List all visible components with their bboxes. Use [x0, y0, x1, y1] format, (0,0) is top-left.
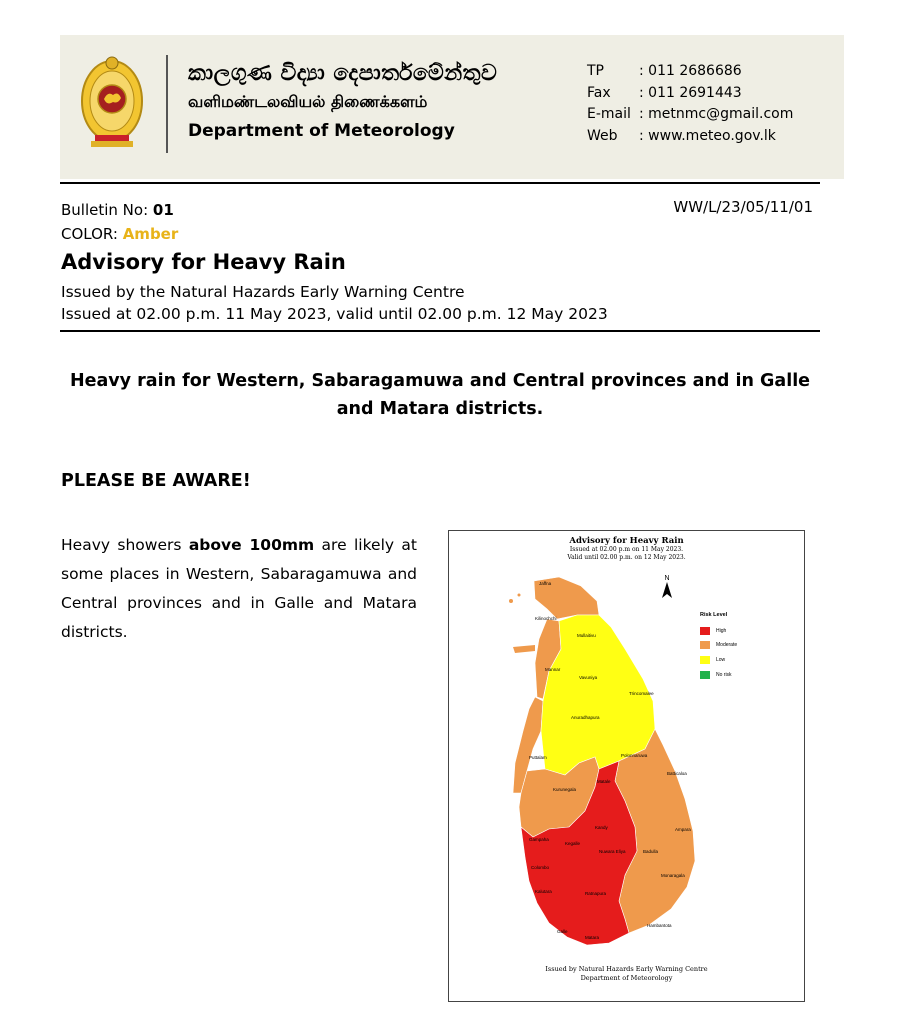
north-label: N	[664, 575, 670, 582]
legend-swatch	[700, 627, 710, 635]
island	[518, 594, 521, 597]
label-matale: Matale	[597, 779, 611, 784]
national-emblem-icon	[77, 53, 147, 153]
contact-info	[587, 61, 793, 147]
letterhead	[60, 35, 844, 179]
department-name-tamil: வளிமண்டலவியல் திணைக்களம்	[188, 92, 428, 111]
label-badulla: Badulla	[643, 849, 659, 854]
body-text-2: are likely at some places in Western, Sabaragamuwa and Central provinces and in Galle and Matara districts.	[61, 536, 417, 641]
label-trincomalee: Trincomalee	[629, 691, 654, 696]
label-ratnapura: Ratnapura	[585, 891, 607, 896]
contact-value: : metnmc@gmail.com	[639, 106, 794, 122]
department-name-english: Department of Meteorology	[188, 121, 455, 141]
label-ampara: Ampara	[675, 827, 691, 832]
legend-item-moderate	[700, 641, 737, 649]
body-text-1: Heavy showers	[61, 536, 189, 554]
bulletin-number-value: 01	[152, 201, 174, 219]
label-kilinochchi: Kilinochchi	[535, 616, 557, 621]
label-anuradhapura: Anuradhapura	[571, 715, 600, 720]
department-name-sinhala: කාලගුණ විද්‍යා දෙපාර්තමේන්තුව	[188, 61, 498, 86]
contact-label: TP	[587, 63, 604, 79]
sri-lanka-risk-map	[449, 531, 804, 1001]
contact-row-fax	[587, 83, 793, 105]
contact-label: E-mail	[587, 106, 631, 122]
map-valid: Valid until 02.00 p.m. on 12 May 2023.	[567, 554, 686, 561]
bulletin-number-label: Bulletin No:	[61, 201, 153, 219]
bottom-rule	[60, 330, 820, 332]
label-hambantota: Hambantota	[647, 923, 672, 928]
label-jaffna: Jaffna	[539, 581, 552, 586]
contact-label: Fax	[587, 84, 611, 101]
legend-item-high	[700, 627, 726, 635]
bulletin-color-label: COLOR:	[61, 225, 123, 243]
legend-label: High	[716, 628, 727, 634]
label-gampaha: Gampaha	[529, 837, 549, 842]
map-title: Advisory for Heavy Rain	[569, 536, 684, 546]
legend-swatch	[700, 671, 710, 679]
advisory-body	[61, 531, 417, 647]
contact-row-tp	[587, 61, 793, 83]
body-text-bold: above 100mm	[188, 536, 315, 554]
legend-label: No risk	[716, 672, 732, 678]
contact-value: : www.meteo.gov.lk	[639, 127, 776, 144]
label-kegalle: Kegalle	[565, 841, 581, 846]
label-matara: Matara	[585, 935, 600, 940]
map-issued: Issued at 02.00 p.m on 11 May 2023.	[569, 546, 684, 553]
bulletin-number	[61, 198, 178, 222]
legend-title: Risk Level	[700, 612, 728, 618]
advisory-map	[448, 530, 805, 1002]
label-monaragala: Monaragala	[661, 873, 685, 878]
bulletin-color	[61, 222, 178, 246]
label-puttalam: Puttalam	[529, 755, 547, 760]
north-arrow-icon	[662, 575, 672, 600]
legend-label: Moderate	[716, 642, 738, 648]
headline: Heavy rain for Western, Sabaragamuwa and Central provinces and in Galle and Matara districts.	[69, 371, 811, 419]
label-mannar: Mannar	[545, 667, 561, 672]
legend-item-low	[700, 656, 725, 664]
department-names	[188, 61, 497, 141]
contact-value: : 011 2691443	[639, 84, 742, 101]
legend-swatch	[700, 641, 710, 649]
top-rule	[60, 182, 820, 184]
island	[509, 599, 513, 603]
issue-details	[61, 281, 608, 325]
label-kalutara: Kalutara	[535, 889, 552, 894]
contact-value: : 011 2686686	[639, 63, 742, 79]
map-footer-issuer: Issued by Natural Hazards Early Warning Centre	[545, 965, 708, 973]
header-divider	[166, 55, 168, 153]
issued-by: Issued by the Natural Hazards Early Warning Centre	[61, 283, 465, 301]
label-batticaloa: Batticaloa	[667, 771, 687, 776]
map-footer-department: Department of Meteorology	[580, 974, 673, 982]
label-nuwara-eliya: Nuwara Eliya	[599, 849, 626, 854]
label-mullaitivu: Mullaitivu	[577, 633, 596, 638]
legend-swatch	[700, 656, 710, 664]
label-kandy: Kandy	[595, 825, 608, 830]
label-kurunegala: Kurunegala	[553, 787, 577, 792]
please-be-aware: PLEASE BE AWARE!	[61, 471, 251, 491]
contact-row-web	[587, 126, 793, 148]
issued-at: Issued at 02.00 p.m. 11 May 2023, valid until 02.00 p.m. 12 May 2023	[61, 305, 608, 323]
legend-item-no-risk	[700, 671, 732, 679]
contact-label: Web	[587, 127, 618, 144]
contact-row-email	[587, 104, 793, 126]
label-polonnaruwa: Polonnaruwa	[621, 753, 648, 758]
advisory-title: Advisory for Heavy Rain	[61, 250, 346, 274]
mannar-island	[513, 645, 535, 653]
legend-label: Low	[716, 657, 726, 663]
bulletin-color-value: Amber	[122, 225, 179, 243]
label-colombo: Colombo	[531, 865, 550, 870]
map-footer	[449, 965, 804, 983]
bulletin-reference: WW/L/23/05/11/01	[673, 198, 813, 216]
label-galle: Galle	[557, 929, 568, 934]
bulletin-meta	[61, 198, 178, 246]
label-vavuniya: Vavuniya	[579, 675, 598, 680]
